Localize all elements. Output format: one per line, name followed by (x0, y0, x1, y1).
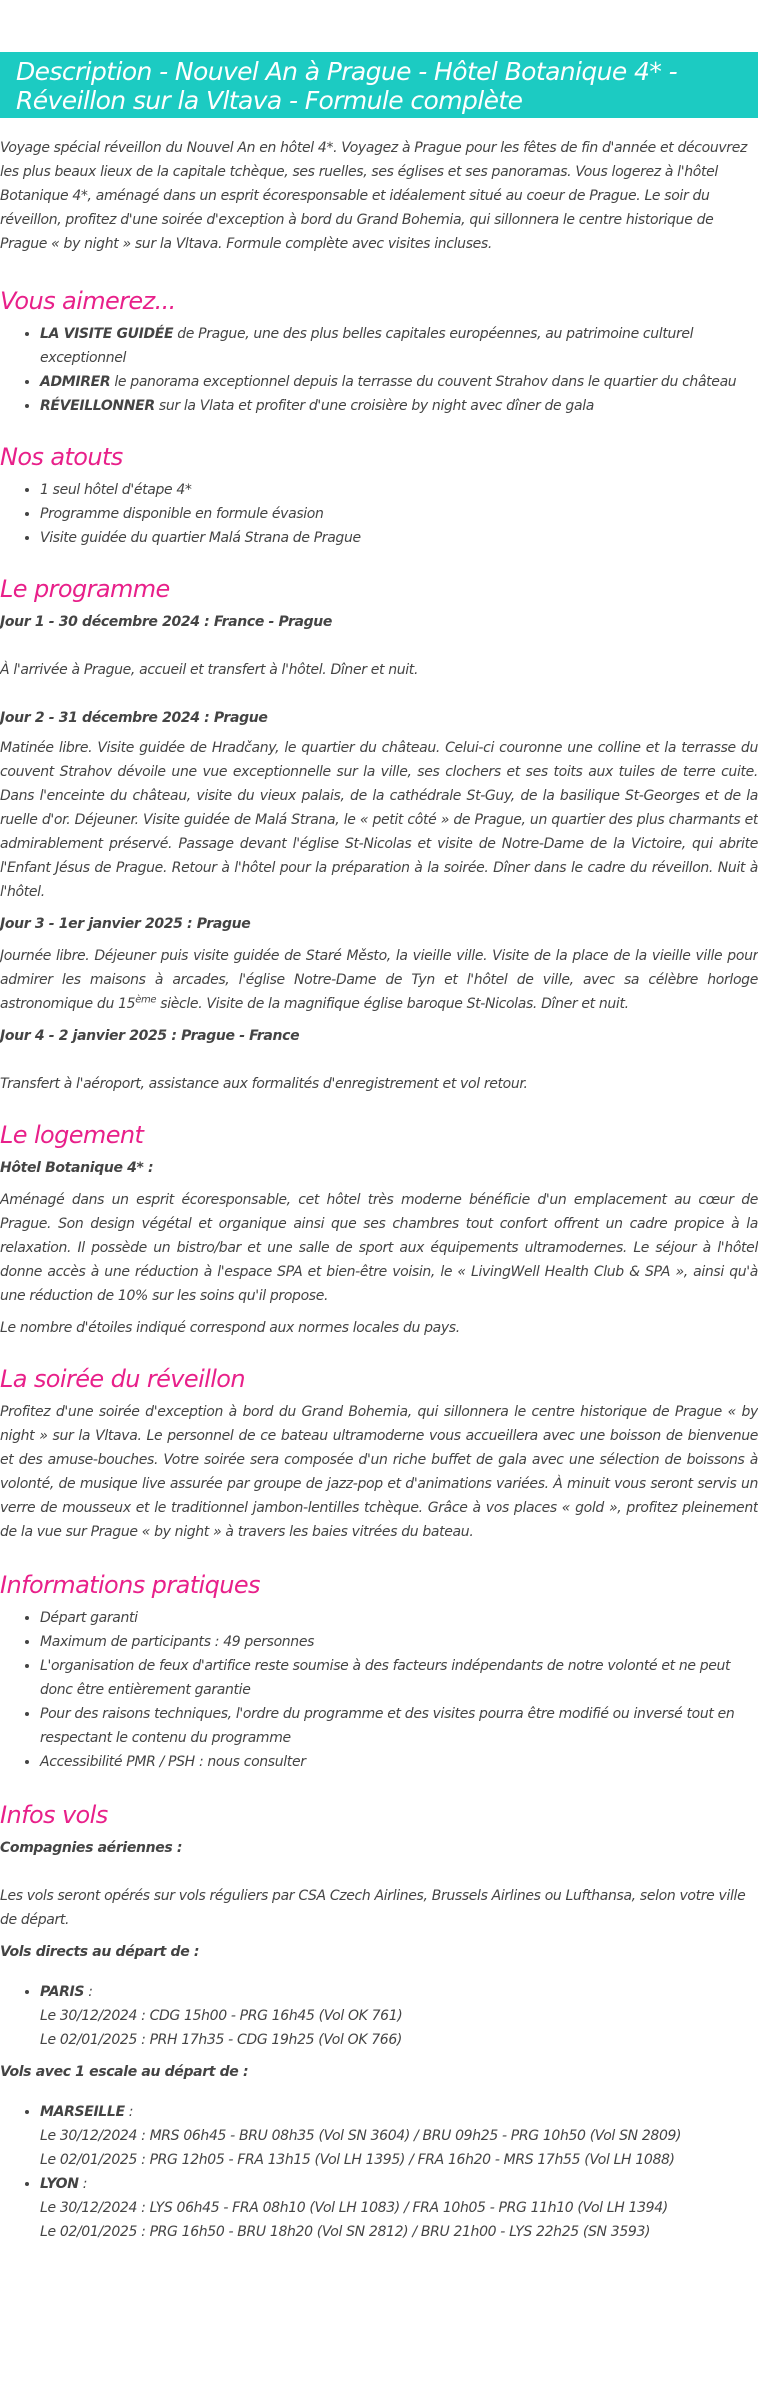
page-title: Description - Nouvel An à Prague - Hôtel Botanique 4* - Réveillon sur la Vltava - Formule complète (0, 52, 758, 118)
day-text: Matinée libre. Visite guidée de Hradčany, le quartier du château. Celui-ci couronne une colline et la terrasse du couvent Strahov dévoile une vue exceptionnelle sur la ville, ses clochers et ses toits aux tuiles de terre cuite. Dans l'enceinte du château, visite du vieux palais, de la cathédrale St-Guy, de la basilique St-Georges et de la ruelle d'or. Déjeuner. Visite guidée de Malá Strana, le « petit côté » de Prague, un quartier des plus charmants et admirablement préservé. Passage devant l'église St-Nicolas et visite de Notre-Dame de la Victoire, qui abrite l'Enfant Jésus de Prague. Retour à l'hôtel pour la préparation à la soirée. Dîner dans le cadre du réveillon. Nuit à l'hôtel. (0, 740, 758, 900)
atouts-list (0, 478, 758, 550)
list-item-bold: RÉVEILLONNER (40, 398, 155, 414)
list-item: • 1 seul hôtel d'étape 4* (40, 478, 758, 502)
list-item: • LYON : Le 30/12/2024 : LYS 06h45 - FRA 08h10 (Vol LH 1083) / FRA 10h05 - PRG 11h10 (Vol LH 1394) Le 02/01/2025 : PRG 16h50 - BRU 18h20 (Vol SN 2812) / BRU 21h00 - LYS 22h25 (SN 3593) (40, 2172, 758, 2244)
heading-vous-aimerez: Vous aimerez... (0, 287, 176, 315)
list-item-bold: LA VISITE GUIDÉE (40, 326, 174, 342)
heading-logement: Le logement (0, 1121, 144, 1149)
heading-infos-vols: Infos vols (0, 1801, 108, 1829)
day-title: Jour 3 - 1er janvier 2025 : Prague (0, 916, 251, 932)
flight-line: Le 02/01/2025 : PRH 17h35 - CDG 19h25 (Vol OK 766) (40, 2032, 403, 2048)
intro-paragraph: Voyage spécial réveillon du Nouvel An en hôtel 4*. Voyagez à Prague pour les fêtes de fin d'année et découvrez les plus beaux lieux de la capitale tchèque, ses ruelles, ses églises et ses panoramas. Vous logerez à l'hôtel Botanique 4*, aménagé dans un esprit écoresponsable et idéalement situé au coeur de Prague. Le soir du réveillon, profitez d'une soirée d'exception à bord du Grand Bohemia, qui sillonnera le centre historique de Prague « by night » sur la Vltava. Formule complète avec visites incluses. (0, 140, 747, 252)
list-item-text: le panorama exceptionnel depuis la terrasse du couvent Strahov dans le quartier du château (110, 374, 737, 390)
superscript: ème (135, 994, 157, 1006)
list-item (40, 370, 758, 394)
compagnies-text: Les vols seront opérés sur vols réguliers par CSA Czech Airlines, Brussels Airlines ou Lufthansa, selon votre ville de départ. (0, 1888, 746, 1928)
day-title: Jour 4 - 2 janvier 2025 : Prague - France (0, 1028, 300, 1044)
soiree-text: Profitez d'une soirée d'exception à bord du Grand Bohemia, qui sillonnera le centre historique de Prague « by night » sur la Vltava. Le personnel de ce bateau ultramoderne vous accueillera avec une boisson de bienvenue et des amuse-bouches. Votre soirée sera composée d'un riche buffet de gala avec une sélection de boissons à volonté, de musique live assurée par groupe de jazz-pop et d'animations variées. À minuit vous seront servis un verre de mousseux et le traditionnel jambon-lentilles tchèque. Grâce à vos places « gold », profitez pleinement de la vue sur Prague « by night » à travers les baies vitrées du bateau. (0, 1404, 758, 1540)
flight-line: Le 02/01/2025 : PRG 16h50 - BRU 18h20 (Vol SN 2812) / BRU 21h00 - LYS 22h25 (SN 3593) (40, 2224, 651, 2240)
infos-pratiques-list (0, 1606, 758, 1774)
heading-programme: Le programme (0, 575, 170, 603)
aimerez-list (0, 322, 758, 418)
city-name: PARIS (40, 1984, 85, 2000)
flight-line: Le 30/12/2024 : CDG 15h00 - PRG 16h45 (Vol OK 761) (40, 2008, 403, 2024)
list-item: • Visite guidée du quartier Malá Strana de Prague (40, 526, 758, 550)
list-item: • PARIS : Le 30/12/2024 : CDG 15h00 - PRG 16h45 (Vol OK 761) Le 02/01/2025 : PRH 17h35 - CDG 19h25 (Vol OK 766) (40, 1980, 758, 2052)
list-item: • Accessibilité PMR / PSH : nous consulter (40, 1750, 758, 1774)
directs-label: Vols directs au départ de : (0, 1944, 200, 1960)
hotel-name: Hôtel Botanique 4* : (0, 1160, 154, 1176)
list-item: • L'organisation de feux d'artifice reste soumise à des facteurs indépendants de notre volonté et ne peut donc être entièrement garantie (40, 1654, 758, 1702)
day-title: Jour 2 - 31 décembre 2024 : Prague (0, 710, 268, 726)
heading-nos-atouts: Nos atouts (0, 443, 123, 471)
heading-soiree: La soirée du réveillon (0, 1365, 245, 1393)
day-text-part: siècle. Visite de la magnifique église baroque St-Nicolas. Dîner et nuit. (156, 996, 629, 1012)
escale-list (0, 2100, 758, 2244)
list-item (40, 322, 758, 370)
hotel-note: Le nombre d'étoiles indiqué correspond aux normes locales du pays. (0, 1320, 460, 1336)
directs-list (0, 1980, 758, 2052)
heading-informations-pratiques: Informations pratiques (0, 1571, 260, 1599)
page (0, 52, 758, 2404)
list-item-bold: ADMIRER (40, 374, 111, 390)
escale-label: Vols avec 1 escale au départ de : (0, 2064, 249, 2080)
city-name: MARSEILLE (40, 2104, 125, 2120)
list-item-text: de Prague, une des plus belles capitales européennes, au patrimoine culturel exceptionnel (40, 326, 694, 366)
list-item: • MARSEILLE : Le 30/12/2024 : MRS 06h45 - BRU 08h35 (Vol SN 3604) / BRU 09h25 - PRG 10h50 (Vol SN 2809) Le 02/01/2025 : PRG 12h05 - FRA 13h15 (Vol LH 1395) / FRA 16h20 - MRS 17h55 (Vol LH 1088) (40, 2100, 758, 2172)
day-text-part: Journée libre. Déjeuner puis visite guidée de Staré Město, la vieille ville. Visite de la place de la vieille ville pour admirer les maisons à arcades, l'église Notre-Dame de Tyn et l'hôtel de ville, avec sa célèbre horloge astronomique du 15 (0, 948, 758, 1012)
list-item: • Départ garanti (40, 1606, 758, 1630)
list-item: • Programme disponible en formule évasion (40, 502, 758, 526)
day-text: Transfert à l'aéroport, assistance aux formalités d'enregistrement et vol retour. (0, 1076, 528, 1092)
list-item: • Pour des raisons techniques, l'ordre du programme et des visites pourra être modifié ou inversé tout en respectant le contenu du programme (40, 1702, 758, 1750)
flight-line: Le 30/12/2024 : MRS 06h45 - BRU 08h35 (Vol SN 3604) / BRU 09h25 - PRG 10h50 (Vol SN 2809) (40, 2128, 682, 2144)
city-name: LYON (40, 2176, 79, 2192)
day-text: À l'arrivée à Prague, accueil et transfert à l'hôtel. Dîner et nuit. (0, 662, 419, 678)
list-item-text: sur la Vlata et profiter d'une croisière by night avec dîner de gala (154, 398, 594, 414)
compagnies-label: Compagnies aériennes : (0, 1840, 183, 1856)
list-item (40, 394, 758, 418)
hotel-description: Aménagé dans un esprit écoresponsable, cet hôtel très moderne bénéficie d'un emplacement au cœur de Prague. Son design végétal et organique ainsi que ses chambres tout confort offrent un cadre propice à la relaxation. Il possède un bistro/bar et une salle de sport aux équipements ultramodernes. Le séjour à l'hôtel donne accès à une réduction à l'espace SPA et bien-être voisin, le « LivingWell Health Club & SPA », ainsi qu'à une réduction de 10% sur les soins qu'il propose. (0, 1192, 758, 1304)
day-text (0, 944, 758, 1016)
flight-line: Le 02/01/2025 : PRG 12h05 - FRA 13h15 (Vol LH 1395) / FRA 16h20 - MRS 17h55 (Vol LH 1088) (40, 2152, 675, 2168)
day-title: Jour 1 - 30 décembre 2024 : France - Prague (0, 614, 333, 630)
content (0, 136, 758, 2244)
flight-line: Le 30/12/2024 : LYS 06h45 - FRA 08h10 (Vol LH 1083) / FRA 10h05 - PRG 11h10 (Vol LH 1394) (40, 2200, 668, 2216)
list-item: • Maximum de participants : 49 personnes (40, 1630, 758, 1654)
